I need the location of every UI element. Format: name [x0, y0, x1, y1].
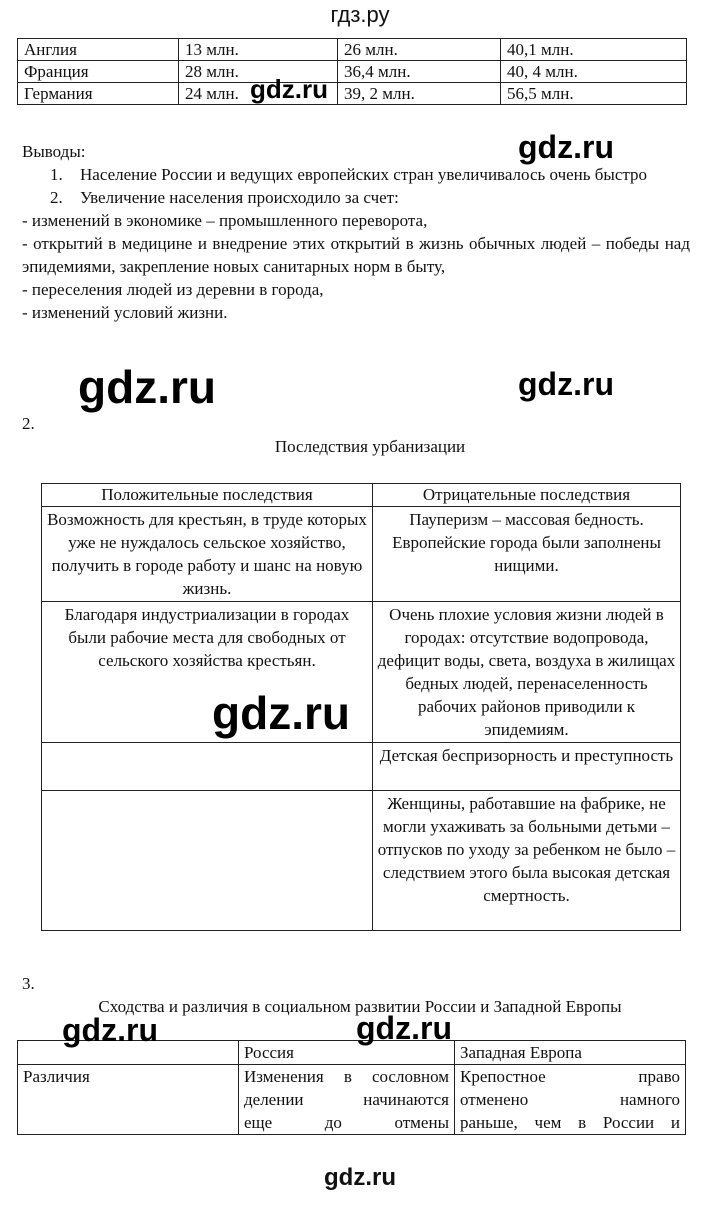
bullet-item: - изменений в экономике – промышленного переворота,	[22, 211, 428, 230]
table-row	[18, 1065, 686, 1135]
watermark: gdz.ru	[250, 74, 328, 104]
section-title: Последствия урбанизации	[274, 437, 466, 456]
comparison-table	[17, 1040, 686, 1135]
positive-cell: Благодаря индустриализации в городах были рабочие места для свободных от сельского хозяйства крестьян.	[42, 602, 373, 743]
value-cell: 24 млн.	[179, 83, 338, 105]
value-cell: 28 млн.	[179, 61, 338, 83]
bullet-item: - изменений условий жизни.	[22, 303, 228, 322]
footer-watermark[interactable]: gdz.ru	[324, 1164, 396, 1191]
cell-line: Изменения в сословном	[244, 1067, 449, 1086]
russia-cell	[239, 1065, 455, 1135]
cell-line: делении начинаются	[244, 1090, 449, 1109]
table-row	[18, 39, 687, 61]
item-text: Население России и ведущих европейских стран увеличивалось очень быстро	[80, 165, 648, 184]
item-number: 1.	[50, 165, 63, 184]
value-cell: 39, 2 млн.	[338, 83, 501, 105]
column-header: Россия	[239, 1041, 455, 1065]
negative-cell: Женщины, работавшие на фабрике, не могли ухаживать за больными детьми – отпусков по уходу за ребенком не было – следствием этого была высокая детская смертность.	[373, 791, 681, 931]
urbanization-table	[41, 483, 681, 931]
population-table	[17, 38, 687, 105]
cell-line: еще до отмены	[244, 1113, 449, 1132]
negative-cell: Очень плохие условия жизни людей в городах: отсутствие водопровода, дефицит воды, света, воздуха в жилищах бедных людей, перенаселенность рабочих районов приводили к эпидемиям.	[373, 602, 681, 743]
value-cell: 26 млн.	[338, 39, 501, 61]
section-title: Сходства и различия в социальном развитии России и Западной Европы	[98, 997, 622, 1016]
table-row	[18, 83, 687, 105]
section-number: 3.	[22, 974, 35, 993]
conclusions-heading: Выводы:	[22, 142, 86, 161]
watermark: gdz.ru	[356, 1010, 452, 1046]
europe-cell	[455, 1065, 686, 1135]
value-cell: 40,1 млн.	[501, 39, 687, 61]
country-cell: Франция	[18, 61, 179, 83]
conclusion-item	[22, 163, 694, 186]
row-label: Различия	[18, 1065, 239, 1135]
bullet-item: - переселения людей из деревни в города,	[22, 280, 324, 299]
watermark: gdz.ru	[518, 366, 614, 402]
section-number: 2.	[22, 414, 35, 433]
table-row	[18, 61, 687, 83]
column-header: Западная Европа	[455, 1041, 686, 1065]
site-title[interactable]: гдз.ру	[330, 2, 390, 27]
cell-line: отменено намного	[460, 1090, 680, 1109]
positive-cell	[42, 791, 373, 931]
country-cell: Германия	[18, 83, 179, 105]
watermark: gdz.ru	[518, 129, 614, 165]
table-row	[42, 602, 681, 743]
value-cell: 56,5 млн.	[501, 83, 687, 105]
value-cell: 13 млн.	[179, 39, 338, 61]
negative-cell: Детская беспризорность и преступность	[373, 743, 681, 791]
table-row	[42, 743, 681, 791]
watermark: gdz.ru	[62, 1012, 158, 1048]
value-cell: 36,4 млн.	[338, 61, 501, 83]
watermark: gdz.ru	[78, 361, 216, 413]
negative-cell: Пауперизм – массовая бедность. Европейские города были заполнены нищими.	[373, 507, 681, 602]
value-cell: 40, 4 млн.	[501, 61, 687, 83]
positive-cell	[42, 743, 373, 791]
cell-line: Крепостное право	[460, 1067, 680, 1086]
item-number: 2.	[50, 188, 63, 207]
positive-cell: Возможность для крестьян, в труде которых уже не нуждалось сельское хозяйство, получить в городе работу и шанс на новую жизнь.	[42, 507, 373, 602]
column-header: Положительные последствия	[42, 484, 373, 507]
item-text: Увеличение населения происходило за счет:	[80, 188, 399, 207]
watermark: gdz.ru	[212, 687, 350, 739]
column-header: Отрицательные последствия	[373, 484, 681, 507]
country-cell: Англия	[18, 39, 179, 61]
table-header-row	[42, 484, 681, 507]
bullet-item: - открытий в медицине и внедрение этих открытий в жизнь обычных людей – победы над эпидемиями, закрепление новых санитарных норм в быту,	[22, 234, 690, 276]
cell-line: раньше, чем в России и	[460, 1113, 680, 1132]
conclusion-item	[22, 186, 694, 209]
table-row	[42, 791, 681, 931]
table-row	[42, 507, 681, 602]
conclusions	[22, 140, 694, 324]
